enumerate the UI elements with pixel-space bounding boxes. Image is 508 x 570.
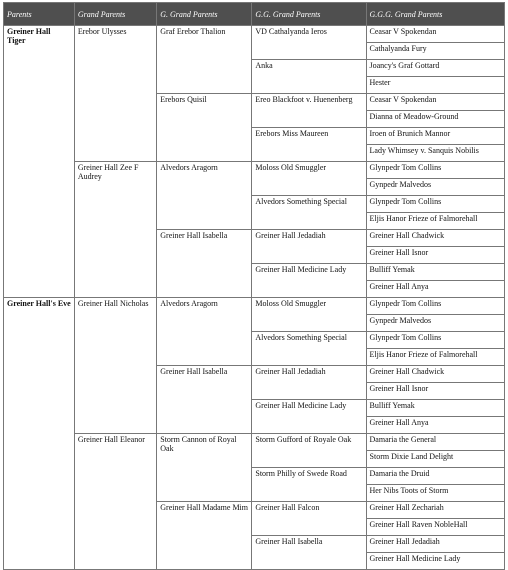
pedigree-row (4, 26, 505, 43)
gg-grandparent-name: Greiner Hall Jedadiah (252, 230, 366, 264)
gg-grandparent-name: Greiner Hall Falcon (252, 502, 366, 536)
gg-grandparent-name: Moloss Old Smuggler (252, 162, 366, 196)
gg-grandparent-name: Greiner Hall Isabella (252, 536, 366, 570)
gg-grandparent-name: Storm Philly of Swede Road (252, 468, 366, 502)
ggg-grandparent-name: Iroen of Brunich Mannor (366, 128, 504, 145)
ggg-grandparent-name: Eljis Hanor Frieze of Falmorehall (366, 349, 504, 366)
parent-name: Greiner Hall's Eve (4, 298, 75, 570)
g-grandparent-name: Greiner Hall Isabella (157, 366, 252, 434)
header-ggg-grand-parents: G.G.G. Grand Parents (366, 3, 504, 26)
g-grandparent-name: Greiner Hall Madame Mim (157, 502, 252, 570)
gg-grandparent-name: Greiner Hall Medicine Lady (252, 400, 366, 434)
gg-grandparent-name: Alvedors Something Special (252, 196, 366, 230)
grandparent-name: Greiner Hall Nicholas (74, 298, 156, 434)
grandparent-name: Erebor Ulysses (74, 26, 156, 162)
ggg-grandparent-name: Ceasar V Spokendan (366, 26, 504, 43)
gg-grandparent-name: Storm Gufford of Royale Oak (252, 434, 366, 468)
g-grandparent-name: Alvedors Aragorn (157, 162, 252, 230)
ggg-grandparent-name: Lady Whimsey v. Sanquis Nobilis (366, 145, 504, 162)
ggg-grandparent-name: Gynpedr Malvedos (366, 179, 504, 196)
grandparent-name: Greiner Hall Eleanor (74, 434, 156, 570)
g-grandparent-name: Graf Erebor Thalion (157, 26, 252, 94)
gg-grandparent-name: Ereo Blackfoot v. Huenenberg (252, 94, 366, 128)
ggg-grandparent-name: Damaria the Druid (366, 468, 504, 485)
parent-name: Greiner Hall Tiger (4, 26, 75, 298)
pedigree-body (4, 26, 505, 570)
pedigree-header (4, 3, 505, 26)
pedigree-row (4, 162, 505, 179)
ggg-grandparent-name: Ceasar V Spokendan (366, 94, 504, 111)
ggg-grandparent-name: Storm Dixie Land Delight (366, 451, 504, 468)
ggg-grandparent-name: Hester (366, 77, 504, 94)
header-row (4, 3, 505, 26)
ggg-grandparent-name: Eljis Hanor Frieze of Falmorehall (366, 213, 504, 230)
g-grandparent-name: Greiner Hall Isabella (157, 230, 252, 298)
pedigree-row (4, 434, 505, 451)
ggg-grandparent-name: Bulliff Yemak (366, 400, 504, 417)
gg-grandparent-name: VD Cathalyanda Ieros (252, 26, 366, 60)
ggg-grandparent-name: Greiner Hall Raven NobleHall (366, 519, 504, 536)
ggg-grandparent-name: Greiner Hall Zechariah (366, 502, 504, 519)
ggg-grandparent-name: Glynpedr Tom Collins (366, 162, 504, 179)
g-grandparent-name: Erebors Quisil (157, 94, 252, 162)
ggg-grandparent-name: Dianna of Meadow-Ground (366, 111, 504, 128)
ggg-grandparent-name: Her Nibs Toots of Storm (366, 485, 504, 502)
g-grandparent-name: Alvedors Aragorn (157, 298, 252, 366)
ggg-grandparent-name: Joancy's Graf Gottard (366, 60, 504, 77)
ggg-grandparent-name: Damaria the General (366, 434, 504, 451)
gg-grandparent-name: Greiner Hall Jedadiah (252, 366, 366, 400)
gg-grandparent-name: Erebors Miss Maureen (252, 128, 366, 162)
ggg-grandparent-name: Greiner Hall Chadwick (366, 230, 504, 247)
header-parents: Parents (4, 3, 75, 26)
pedigree-table (3, 2, 505, 570)
ggg-grandparent-name: Glynpedr Tom Collins (366, 332, 504, 349)
ggg-grandparent-name: Greiner Hall Anya (366, 281, 504, 298)
ggg-grandparent-name: Greiner Hall Chadwick (366, 366, 504, 383)
header-gg-grand-parents: G.G. Grand Parents (252, 3, 366, 26)
header-g-grand-parents: G. Grand Parents (157, 3, 252, 26)
ggg-grandparent-name: Glynpedr Tom Collins (366, 196, 504, 213)
header-grand-parents: Grand Parents (74, 3, 156, 26)
gg-grandparent-name: Greiner Hall Medicine Lady (252, 264, 366, 298)
ggg-grandparent-name: Glynpedr Tom Collins (366, 298, 504, 315)
ggg-grandparent-name: Cathalyanda Fury (366, 43, 504, 60)
grandparent-name: Greiner Hall Zee F Audrey (74, 162, 156, 298)
gg-grandparent-name: Moloss Old Smuggler (252, 298, 366, 332)
g-grandparent-name: Storm Cannon of Royal Oak (157, 434, 252, 502)
gg-grandparent-name: Anka (252, 60, 366, 94)
ggg-grandparent-name: Gynpedr Malvedos (366, 315, 504, 332)
ggg-grandparent-name: Greiner Hall Medicine Lady (366, 553, 504, 570)
ggg-grandparent-name: Greiner Hall Isnor (366, 247, 504, 264)
pedigree-row (4, 298, 505, 315)
ggg-grandparent-name: Greiner Hall Isnor (366, 383, 504, 400)
gg-grandparent-name: Alvedors Something Special (252, 332, 366, 366)
ggg-grandparent-name: Greiner Hall Anya (366, 417, 504, 434)
ggg-grandparent-name: Greiner Hall Jedadiah (366, 536, 504, 553)
ggg-grandparent-name: Bulliff Yemak (366, 264, 504, 281)
